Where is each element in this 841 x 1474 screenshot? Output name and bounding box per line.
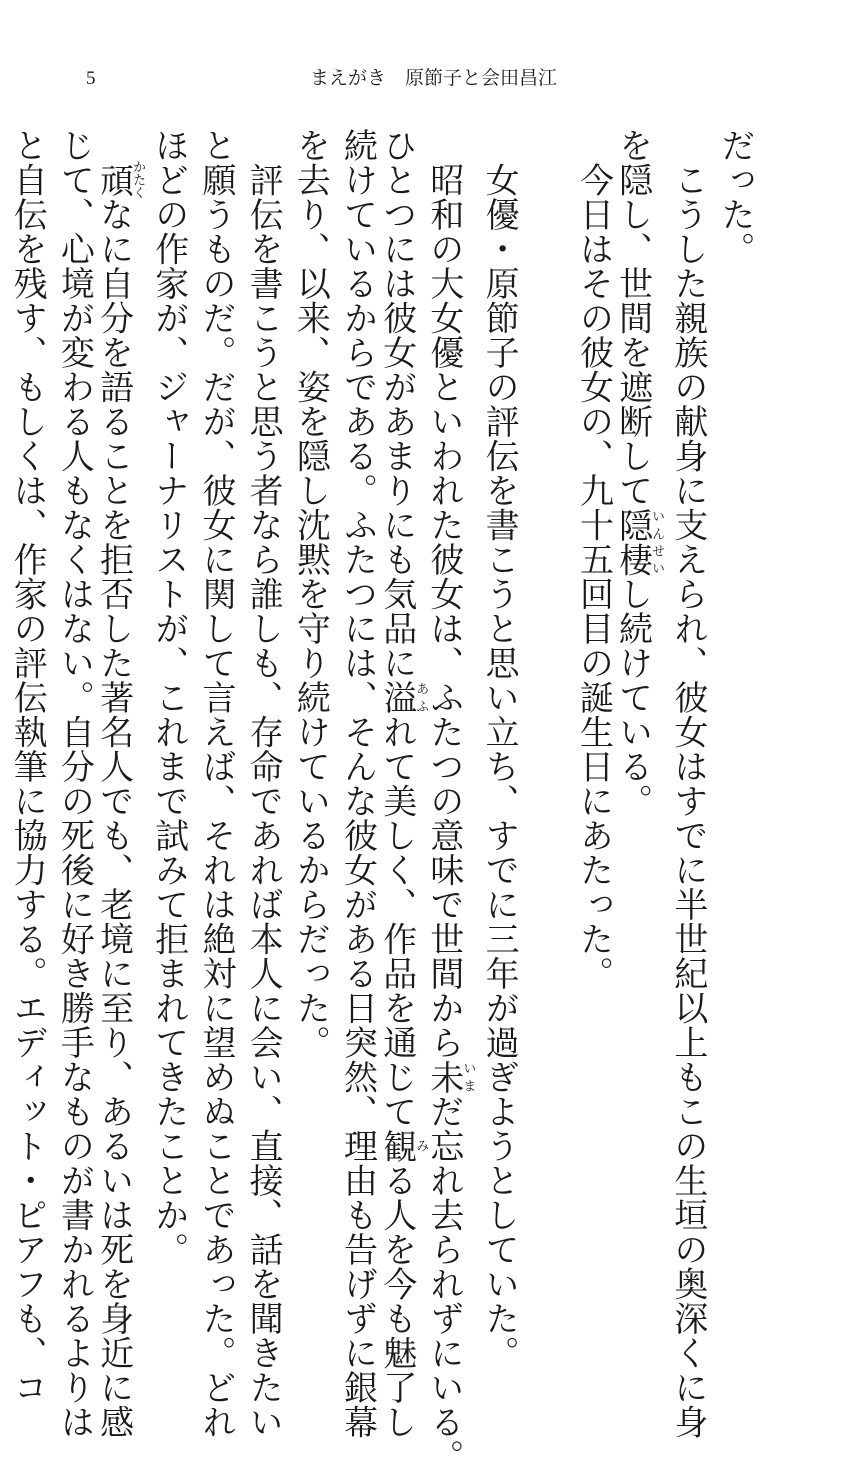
ruby-word: 溢あふ (376, 680, 429, 715)
ruby-word: 未いま (423, 1059, 476, 1094)
page-number: 5 (86, 68, 96, 89)
furigana: み (413, 1128, 429, 1163)
ruby-word: 観み (376, 1128, 429, 1163)
ruby-word: 頑かたく (93, 160, 146, 200)
text-column: 続けているからである。ふたつには、そんな彼女がある日突然、理由も告げずに銀幕 (337, 128, 378, 1439)
text-column: と願うものだ。だが、彼女に関して言えば、それは絶対に望めぬことであった。どれ (195, 128, 236, 1439)
running-head: まえがき 原節子と会田昌江 (310, 67, 558, 89)
text-column: ほどの作家が、ジャーナリストが、これまで試みて拒まれてきたことか。 (148, 128, 189, 1267)
ruby-word: 隠棲いんせい (612, 507, 665, 577)
text-column: 昭和の大女優といわれた彼女は、ふたつの意味で世間から未いまだ忘れ去られずにいる。 (423, 128, 476, 1474)
text-column: と自伝を残す、もしくは、作家の評伝執筆に協力する。エディット・ピアフも、コ (7, 128, 48, 1405)
furigana: いんせい (649, 507, 665, 577)
text-column: を隠し、世間を遮断して隠棲いんせいし続けている。 (612, 128, 665, 818)
furigana: かたく (130, 160, 146, 200)
text-column: 評伝を書こうと思う者なら誰しも、存命であれば本人に会い、直接、話を聞きたい (243, 128, 284, 1439)
blank-column (522, 128, 569, 1128)
text-column: だった。 (715, 128, 755, 266)
text-column: 女優・原節子の評伝を書こうと思い立ち、すでに三年が過ぎようとしていた。 (479, 128, 520, 1370)
text-column: じて、心境が変わる人もなくはない。自分の死後に好き勝手なものが書かれるよりは (54, 128, 95, 1439)
furigana: あふ (413, 680, 429, 715)
furigana: いま (460, 1059, 476, 1094)
text-column: を去り、以来、姿を隠し沈黙を守り続けているからだった。 (290, 128, 331, 1060)
text-column: こうした親族の献身に支えられ、彼女はすでに半世紀以上もこの生垣の奥深くに身 (667, 128, 708, 1439)
vertical-text-block (3, 128, 758, 1474)
text-column: 今日はその彼女の、九十五回目の誕生日にあたった。 (573, 128, 614, 991)
text-column: ひとつには彼女があまりにも気品に溢あふれて美しく、作品を通じて観みる人を今も魅了し (376, 128, 429, 1439)
text-column: 頑かたくなに自分を語ることを拒否した著名人でも、老境に至り、あるいは死を身近に感 (93, 160, 146, 1439)
